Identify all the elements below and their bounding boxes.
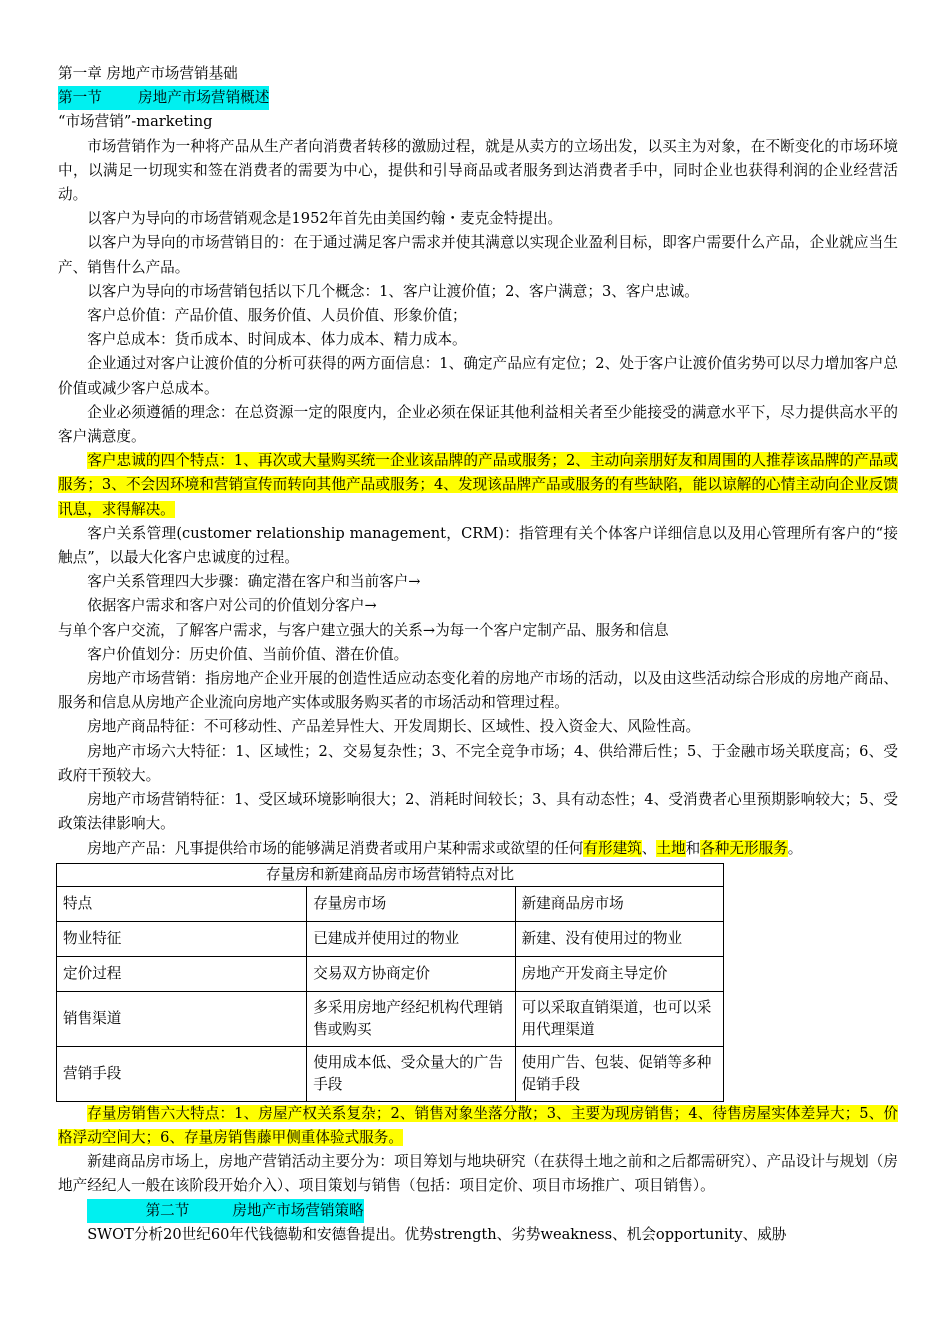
paragraph-definition: 市场营销作为一种将产品从生产者向消费者转移的激励过程，就是从卖方的立场出发，以买主为对象，在不断变化的市场环境中，以满足一切现实和签在消费者的需要为中心，提供和引导商品或者服务到达消费者手中，同时企业也获得利润的企业经营活动。 <box>58 137 898 204</box>
table-cell: 新建、没有使用过的物业 <box>515 921 723 956</box>
paragraph-crm-step-2: 依据客户需求和客户对公司的价值划分客户→ <box>87 597 377 615</box>
paragraph-real-estate-marketing: 房地产市场营销：指房地产企业开展的创造性适应动态变化着的房地产市场的活动，以及由这些活动综合形成的房地产商品、服务和信息从房地产企业流向房地产实体或服务购买者的市场活动和管理过程。 <box>58 670 898 712</box>
chapter-title: 第一章 房地产市场营销基础 <box>58 65 238 82</box>
highlight-intangible-services: 各种无形服务 <box>700 839 788 857</box>
table-cell: 房地产开发商主导定价 <box>515 956 723 991</box>
table-cell: 使用成本低、受众量大的广告手段 <box>307 1046 515 1101</box>
separator: 和 <box>685 839 701 857</box>
paragraph-swot: SWOT分析20世纪60年代钱德勒和安德鲁提出。优势strength、劣势weakness、机会opportunity、威胁 <box>87 1225 787 1243</box>
section-1-title: 房地产市场营销概述 <box>138 89 270 107</box>
period: 。 <box>787 839 803 857</box>
paragraph-concept-origin: 以客户为导向的市场营销观念是1952年首先由美国约翰・麦克金特提出。 <box>87 210 563 228</box>
paragraph-customer-value: 客户价值划分：历史价值、当前价值、潜在价值。 <box>87 645 409 663</box>
section-1-highlight <box>58 86 269 110</box>
table-cell: 交易双方协商定价 <box>307 956 515 991</box>
table-row <box>57 991 724 1046</box>
highlight-land: 土地 <box>656 839 686 857</box>
existing-housing-highlight: 存量房销售六大特点：1、房屋产权关系复杂；2、销售对象坐落分散；3、主要为现房销售；4、待售房屋实体差异大；5、价格浮动空间大；6、存量房销售藤甲侧重体验式服务。 <box>58 1104 898 1146</box>
paragraph-concepts: 以客户为导向的市场营销包括以下几个概念：1、客户让渡价值；2、客户满意；3、客户忠诚。 <box>87 282 699 300</box>
highlight-tangible-building: 有形建筑 <box>583 839 642 857</box>
paragraph-existing-housing <box>58 1102 898 1150</box>
table-cell: 销售渠道 <box>57 991 307 1046</box>
paragraph-real-estate-product <box>58 837 898 861</box>
paragraph-marketing-goal: 以客户为导向的市场营销目的：在于通过满足客户需求并使其满意以实现企业盈利目标，即客户需要什么产品，企业就应当生产、销售什么产品。 <box>58 234 898 276</box>
paragraph-market-features: 房地产市场六大特征：1、区域性；2、交易复杂性；3、不完全竞争市场；4、供给滞后性；5、于金融市场关联度高；6、受政府干预较大。 <box>58 742 898 784</box>
section-2-heading <box>58 1199 898 1223</box>
paragraph-loyalty <box>58 449 898 522</box>
paragraph-transfer-value: 企业通过对客户让渡价值的分析可获得的两方面信息：1、确定产品应有定位；2、处于客户让渡价值劣势可以尽力增加客户总价值或减少客户总成本。 <box>58 355 898 397</box>
table-header-cell: 特点 <box>57 886 307 921</box>
paragraph-crm-step-3: 与单个客户交流，了解客户需求，与客户建立强大的关系→为每一个客户定制产品、服务和信息 <box>58 621 669 639</box>
table-row <box>57 1046 724 1101</box>
paragraph-new-housing: 新建商品房市场上，房地产营销活动主要分为：项目筹划与地块研究（在获得土地之前和之后都需研究）、产品设计与规划（房地产经纪人一般在该阶段开始介入）、项目策划与销售（包括：项目定价、项目市场推广、项目销售）。 <box>58 1153 898 1195</box>
table-cell: 多采用房地产经纪机构代理销售或购买 <box>307 991 515 1046</box>
paragraph-marketing-features: 房地产市场营销特征：1、受区域环境影响很大；2、消耗时间较长；3、具有动态性；4、受消费者心里预期影响较大；5、受政策法律影响大。 <box>58 791 898 833</box>
product-definition-text: 房地产产品：凡事提供给市场的能够满足消费者或用户某种需求或欲望的任何 <box>87 839 584 857</box>
table-cell: 物业特征 <box>57 921 307 956</box>
table-cell: 定价过程 <box>57 956 307 991</box>
table-header-cell: 存量房市场 <box>307 886 515 921</box>
paragraph-total-cost: 客户总成本：货币成本、时间成本、体力成本、精力成本。 <box>87 331 467 349</box>
comparison-table <box>56 863 724 1102</box>
table-cell: 营销手段 <box>57 1046 307 1101</box>
table-caption: 存量房和新建商品房市场营销特点对比 <box>57 863 724 886</box>
marketing-term: “市场营销”-marketing <box>58 113 213 131</box>
loyalty-highlight: 客户忠诚的四个特点：1、再次或大量购买统一企业该品牌的产品或服务；2、主动向亲朋好友和周围的人推荐该品牌的产品或服务；3、不会因环境和营销宣传而转向其他产品或服务；4、发现该品牌产品或服务的有些缺陷，能以谅解的心情主动向企业反馈讯息，求得解决。 <box>58 452 898 518</box>
section-1-number: 第一节 <box>58 89 102 107</box>
section-1-heading <box>58 86 898 110</box>
section-2-highlight <box>87 1199 364 1223</box>
table-cell: 可以采取直销渠道，也可以采用代理渠道 <box>515 991 723 1046</box>
paragraph-crm: 客户关系管理(customer relationship management，CRM)：指管理有关个体客户详细信息以及用心管理所有客户的“接触点”，以最大化客户忠诚度的过程。 <box>58 524 898 567</box>
paragraph-principle: 企业必须遵循的理念：在总资源一定的限度内，企业必须在保证其他利益相关者至少能接受的满意水平下，尽力提供高水平的客户满意度。 <box>58 403 898 446</box>
table-cell: 使用广告、包装、促销等多种促销手段 <box>515 1046 723 1101</box>
section-2-title: 房地产市场营销策略 <box>232 1201 364 1219</box>
table-header-row <box>57 886 724 921</box>
document-page <box>58 62 898 1247</box>
paragraph-crm-steps: 客户关系管理四大步骤：确定潜在客户和当前客户→ <box>87 573 421 591</box>
table-row <box>57 921 724 956</box>
table-row <box>57 956 724 991</box>
paragraph-total-value: 客户总价值：产品价值、服务价值、人员价值、形象价值； <box>87 307 467 325</box>
section-2-number: 第二节 <box>145 1201 190 1219</box>
table-cell: 已建成并使用过的物业 <box>307 921 515 956</box>
separator: 、 <box>641 839 657 857</box>
paragraph-product-features: 房地产商品特征：不可移动性、产品差异性大、开发周期长、区域性、投入资金大、风险性高。 <box>87 718 701 736</box>
table-header-cell: 新建商品房市场 <box>515 886 723 921</box>
